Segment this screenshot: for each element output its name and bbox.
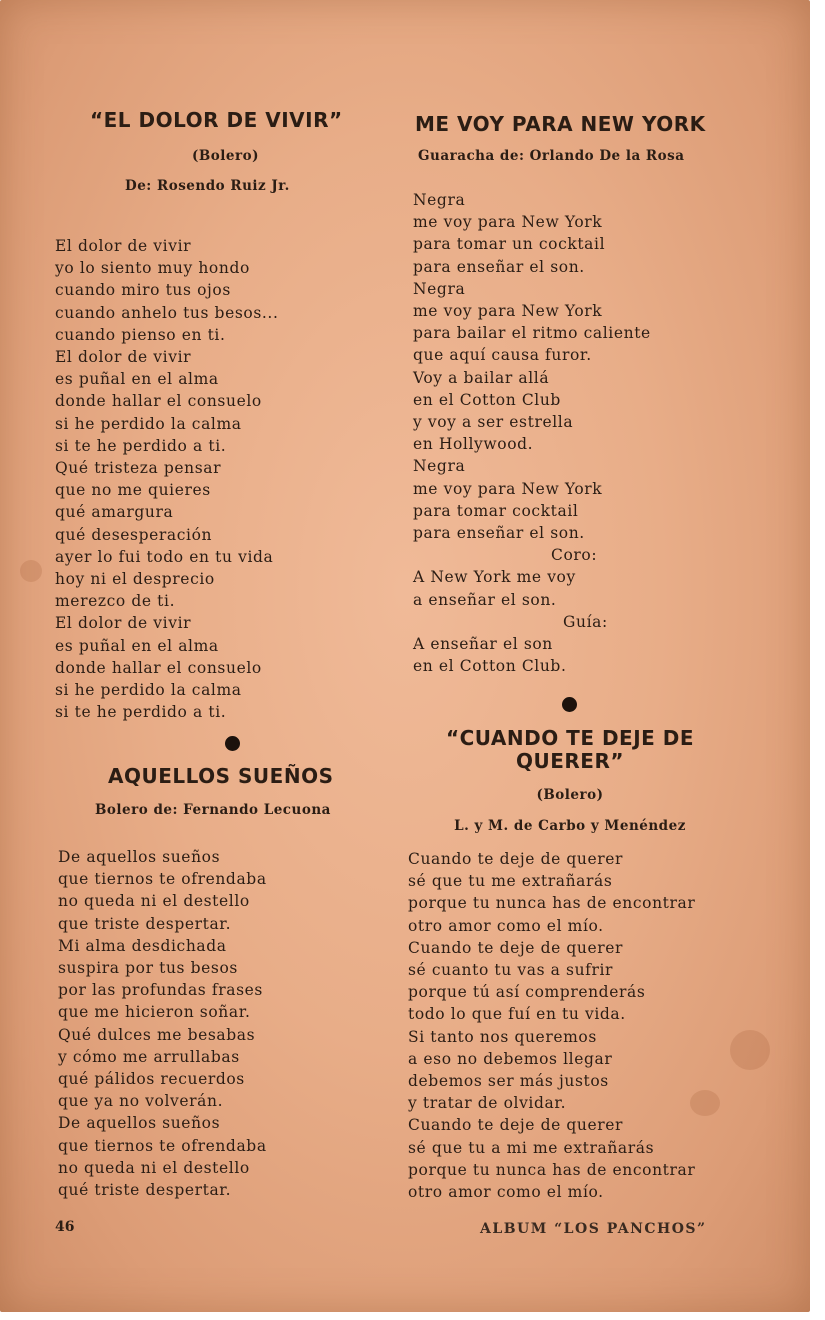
song-author: De: Rosendo Ruiz Jr. <box>125 178 290 194</box>
lyric-line: qué desesperación <box>55 525 213 544</box>
lyric-line: Qué tristeza pensar <box>55 459 222 478</box>
lyric-line: para enseñar el son. <box>413 257 585 276</box>
lyric-line: De aquellos sueños <box>58 848 221 866</box>
lyric-line: en el Cotton Club <box>413 390 561 409</box>
lyric-line: cuando pienso en ti. <box>55 325 226 344</box>
lyric-line: es puñal en el alma <box>55 370 219 389</box>
lyric-line: qué pálidos recuerdos <box>58 1070 245 1089</box>
lyric-line: sé que tu me extrañarás <box>408 872 613 891</box>
lyric-line: Cuando te deje de querer <box>408 938 624 957</box>
lyric-line: para bailar el ritmo caliente <box>413 324 651 343</box>
lyric-line: El dolor de vivir <box>55 348 192 367</box>
lyric-line: y voy a ser estrella <box>413 413 574 432</box>
lyric-line: para tomar cocktail <box>413 501 579 520</box>
lyric-line: yo lo siento muy hondo <box>55 259 250 278</box>
song-title: AQUELLOS SUEÑOS <box>108 764 334 788</box>
song-author: Guaracha de: Orlando De la Rosa <box>418 148 685 164</box>
lyric-line: que tiernos te ofrendaba <box>58 1136 267 1155</box>
lyric-line: y cómo me arrullabas <box>58 1047 240 1066</box>
lyric-line: todo lo que fuí en tu vida. <box>408 1005 626 1024</box>
lyric-line: cuando anhelo tus besos... <box>55 303 279 322</box>
song-title-block <box>405 727 735 834</box>
lyric-line: qué amargura <box>55 503 174 522</box>
lyric-line: El dolor de vivir <box>55 237 192 255</box>
lyric-line: a enseñar el son. <box>413 590 557 609</box>
lyric-line: es puñal en el alma <box>55 636 219 655</box>
lyric-line: en el Cotton Club. <box>413 657 567 676</box>
lyric-line: A New York me voy <box>413 568 576 587</box>
lyric-line: para enseñar el son. <box>413 524 585 543</box>
lyric-line: no queda ni el destello <box>58 1158 250 1177</box>
lyric-line: debemos ser más justos <box>408 1072 609 1091</box>
lyric-line: Mi alma desdichada <box>58 936 227 955</box>
lyric-line: suspira por tus besos <box>58 959 238 978</box>
lyric-line: qué triste despertar. <box>58 1181 232 1200</box>
lyric-line: A enseñar el son <box>413 635 553 654</box>
song-title: “EL DOLOR DE VIVIR” <box>90 108 343 132</box>
lyric-line: porque tu nunca has de encontrar <box>408 894 696 913</box>
lyric-line: sé que tu a mi me extrañarás <box>408 1138 655 1157</box>
lyric-line: donde hallar el consuelo <box>55 392 262 411</box>
paper-stain <box>730 1030 770 1070</box>
lyric-line: porque tú así comprenderás <box>408 983 646 1002</box>
lyric-line: ayer lo fui todo en tu vida <box>55 547 274 566</box>
lyric-line: para tomar un cocktail <box>413 235 606 254</box>
lyric-line: Voy a bailar allá <box>413 368 550 387</box>
song-genre: (Bolero) <box>192 148 260 164</box>
lyric-line: merezco de ti. <box>55 592 176 611</box>
lyric-line: si te he perdido a ti. <box>55 703 227 722</box>
lyric-line: que tiernos te ofrendaba <box>58 870 267 889</box>
lyric-line: De aquellos sueños <box>58 1114 221 1133</box>
lyric-line: Negra <box>413 457 466 476</box>
lyric-line: Si tanto nos queremos <box>408 1027 597 1046</box>
lyric-line: y tratar de olvidar. <box>408 1094 567 1113</box>
lyric-line: donde hallar el consuelo <box>55 658 262 677</box>
song-author: L. y M. de Carbo y Menéndez <box>454 818 686 834</box>
lyric-line: Qué dulces me besabas <box>58 1025 256 1044</box>
lyric-line: si te he perdido a ti. <box>55 436 227 455</box>
lyric-line: me voy para New York <box>413 213 603 232</box>
song-title-line: “CUANDO TE DEJE DE <box>445 726 695 750</box>
lyric-line: cuando miro tus ojos <box>55 281 231 300</box>
lyric-line: que no me quieres <box>55 481 211 500</box>
lyrics-block <box>413 189 651 677</box>
lyrics-block <box>55 235 390 723</box>
lyric-line: que aquí causa furor. <box>413 346 592 365</box>
song-genre: (Bolero) <box>536 787 604 803</box>
section-bullet <box>225 736 240 751</box>
album-footer: ALBUM “LOS PANCHOS” <box>480 1221 707 1237</box>
lyric-line: sé cuanto tu vas a sufrir <box>408 961 614 980</box>
lyric-line: me voy para New York <box>413 302 603 321</box>
section-bullet <box>562 697 577 712</box>
lyric-line: que triste despertar. <box>58 914 232 933</box>
lyric-line: por las profundas frases <box>58 981 263 1000</box>
lyric-line: otro amor como el mío. <box>408 1183 604 1202</box>
lyric-line: si he perdido la calma <box>55 414 242 433</box>
lyrics-block <box>58 846 267 1201</box>
song-title-line: QUERER” <box>515 749 624 773</box>
page-number: 46 <box>55 1219 75 1235</box>
lyric-line: El dolor de vivir <box>55 614 192 633</box>
lyric-line: porque tu nunca has de encontrar <box>408 1160 696 1179</box>
lyric-line: Negra <box>413 191 466 209</box>
lyric-line: Cuando te deje de querer <box>408 1116 624 1135</box>
song-title: ME VOY PARA NEW YORK <box>415 112 706 136</box>
lyric-line: Cuando te deje de querer <box>408 850 624 868</box>
lyric-line: otro amor como el mío. <box>408 916 604 935</box>
lyric-line: Negra <box>413 279 466 298</box>
lyric-line: no queda ni el destello <box>58 892 250 911</box>
lyrics-block <box>408 848 695 1203</box>
lyric-line: a eso no debemos llegar <box>408 1049 613 1068</box>
chorus-label: Coro: <box>551 546 598 565</box>
lyric-line: que ya no volverán. <box>58 1092 224 1111</box>
lyric-line: si he perdido la calma <box>55 681 242 700</box>
song-author: Bolero de: Fernando Lecuona <box>95 802 331 818</box>
guide-label: Guía: <box>563 612 608 631</box>
left-column <box>55 108 390 1200</box>
lyric-line: en Hollywood. <box>413 435 534 454</box>
lyric-line: me voy para New York <box>413 479 603 498</box>
lyric-line: hoy ni el desprecio <box>55 570 215 589</box>
lyric-line: que me hicieron soñar. <box>58 1003 251 1022</box>
paper-stain <box>20 560 42 582</box>
right-column <box>405 112 750 1202</box>
